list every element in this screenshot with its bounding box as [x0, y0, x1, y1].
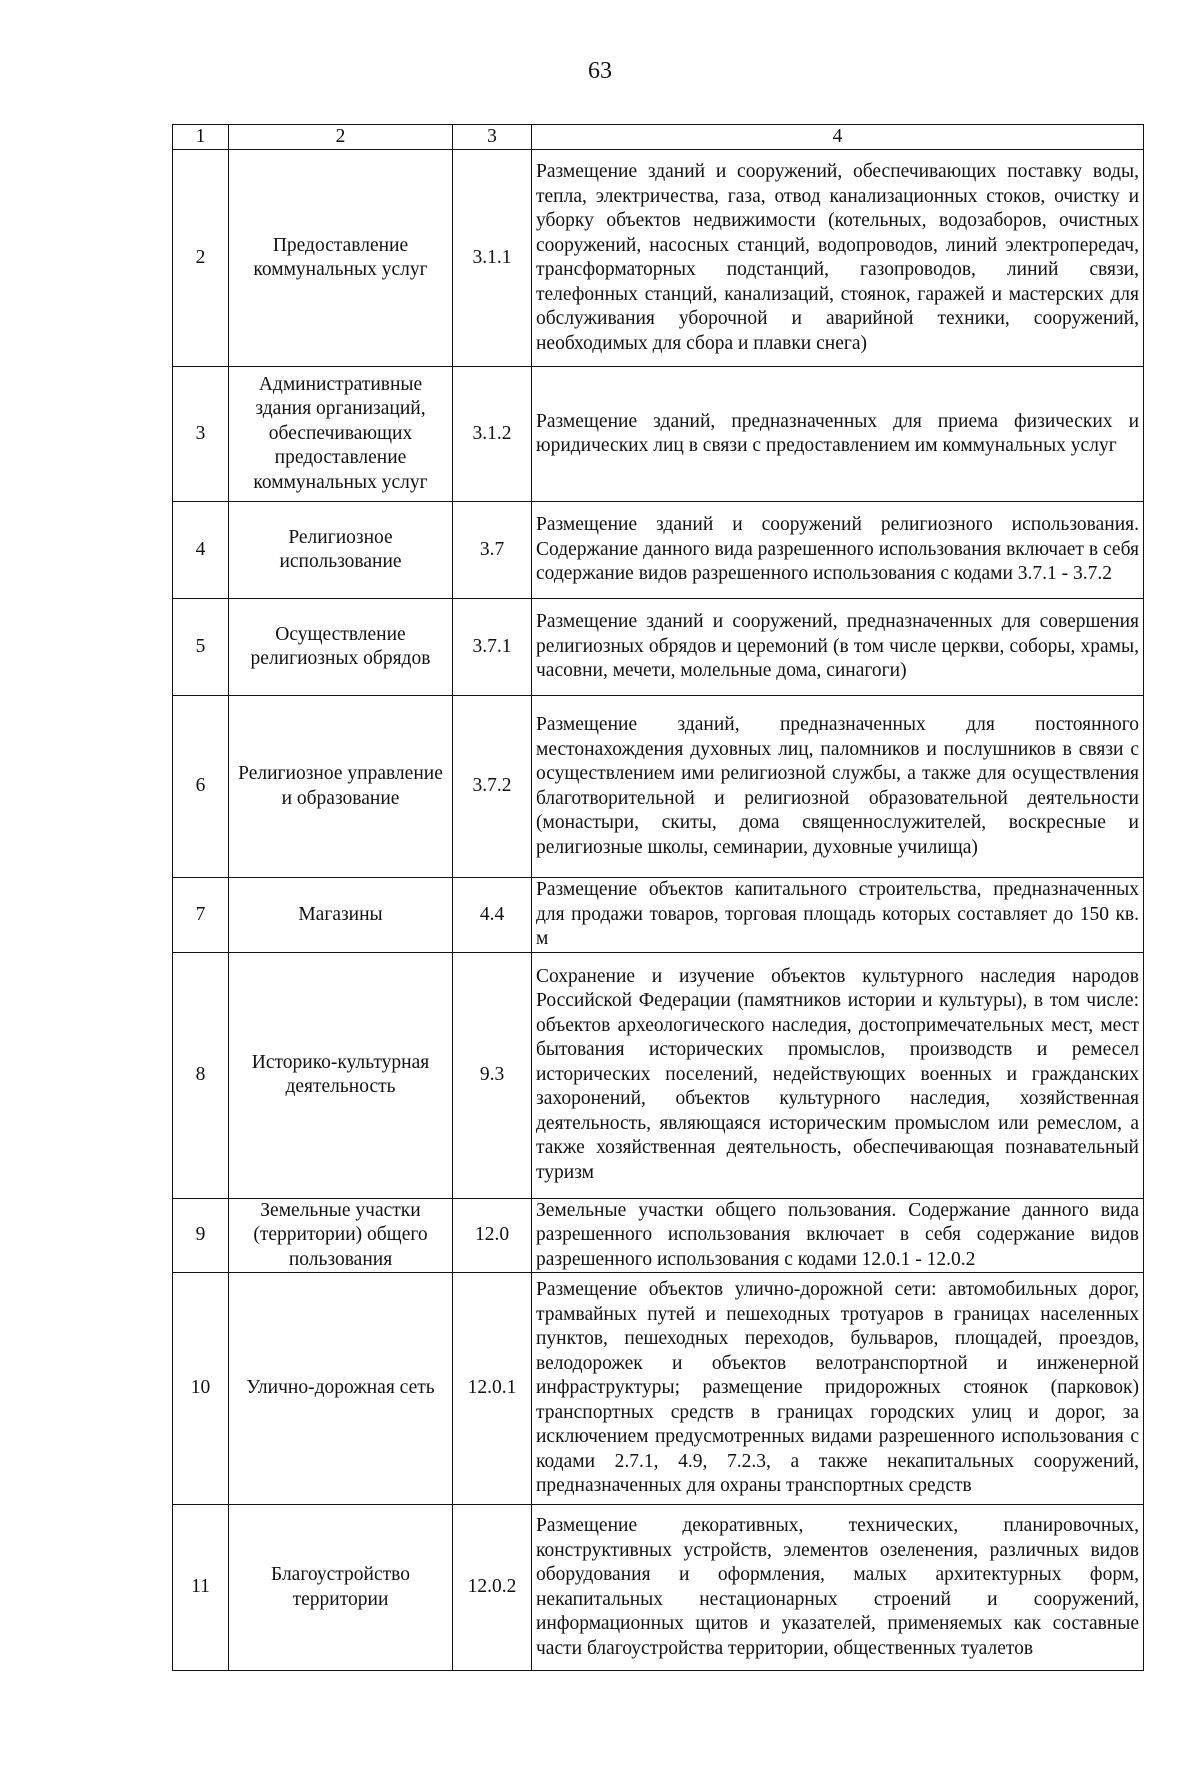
- table-row: [173, 1198, 1144, 1273]
- use-type-name: Улично-дорожная сеть: [229, 1273, 453, 1505]
- row-number: 9: [173, 1198, 229, 1273]
- use-type-code: 12.0.2: [453, 1505, 532, 1671]
- row-number: 4: [173, 502, 229, 599]
- use-type-code: 3.7.1: [453, 599, 532, 696]
- use-type-name: Осуществление религиозных обрядов: [229, 599, 453, 696]
- row-number: 10: [173, 1273, 229, 1505]
- column-header: 2: [229, 125, 453, 150]
- use-type-description: Земельные участки общего пользования. Содержание данного вида разрешенного использования включает в себя содержание видов разрешенного использования с кодами 12.0.1 - 12.0.2: [532, 1198, 1144, 1273]
- use-type-description: Размещение зданий и сооружений религиозного использования. Содержание данного вида разрешенного использования включает в себя содержание видов разрешенного использования с кодами 3.7.1 - 3.7.2: [532, 502, 1144, 599]
- use-type-description: Размещение объектов улично-дорожной сети: автомобильных дорог, трамвайных путей и пешеходных тротуаров в границах населенных пунктов, пешеходных переходов, бульваров, площадей, проездов, велодорожек и объектов велотранспортной и инженерной инфраструктуры; размещение придорожных стоянок (парковок) транспортных средств в границах городских улиц и дорог, за исключением предусмотренных видами разрешенного использования с кодами 2.7.1, 4.9, 7.2.3, а также некапитальных сооружений, предназначенных для охраны транспортных средств: [532, 1273, 1144, 1505]
- use-type-code: 3.1.2: [453, 367, 532, 502]
- land-use-table: [172, 124, 1144, 1671]
- table-row: [173, 696, 1144, 878]
- table-row: [173, 502, 1144, 599]
- use-type-code: 12.0: [453, 1198, 532, 1273]
- use-type-description: Размещение объектов капитального строительства, предназначенных для продажи товаров, торговая площадь которых составляет до 150 кв. м: [532, 878, 1144, 953]
- row-number: 6: [173, 696, 229, 878]
- use-type-description: Размещение декоративных, технических, планировочных, конструктивных устройств, элементов озеленения, различных видов оборудования и оформления, малых архитектурных форм, некапитальных нестационарных строений и сооружений, информационных щитов и указателей, применяемых как составные части благоустройства территории, общественных туалетов: [532, 1505, 1144, 1671]
- use-type-description: Размещение зданий, предназначенных для приема физических и юридических лиц в связи с предоставлением им коммунальных услуг: [532, 367, 1144, 502]
- use-type-code: 3.1.1: [453, 150, 532, 367]
- use-type-name: Благоустройство территории: [229, 1505, 453, 1671]
- row-number: 5: [173, 599, 229, 696]
- row-number: 3: [173, 367, 229, 502]
- use-type-code: 3.7: [453, 502, 532, 599]
- table-row: [173, 367, 1144, 502]
- row-number: 7: [173, 878, 229, 953]
- column-header: 3: [453, 125, 532, 150]
- use-type-code: 3.7.2: [453, 696, 532, 878]
- use-type-code: 12.0.1: [453, 1273, 532, 1505]
- table-row: [173, 952, 1144, 1198]
- table-row: [173, 599, 1144, 696]
- table-row: [173, 1505, 1144, 1671]
- use-type-description: Размещение зданий, предназначенных для постоянного местонахождения духовных лиц, паломников и послушников в связи с осуществлением ими религиозной службы, а также для осуществления благотворительной и религиозной образовательной деятельности (монастыри, скиты, дома священнослужителей, воскресные и религиозные школы, семинарии, духовные училища): [532, 696, 1144, 878]
- column-header: 4: [532, 125, 1144, 150]
- use-type-name: Религиозное использование: [229, 502, 453, 599]
- table-row: [173, 878, 1144, 953]
- page-number: 63: [588, 58, 612, 84]
- table-row: [173, 1273, 1144, 1505]
- use-type-name: Магазины: [229, 878, 453, 953]
- use-type-description: Размещение зданий и сооружений, предназначенных для совершения религиозных обрядов и церемоний (в том числе церкви, соборы, храмы, часовни, мечети, молельные дома, синагоги): [532, 599, 1144, 696]
- row-number: 2: [173, 150, 229, 367]
- use-type-description: Сохранение и изучение объектов культурного наследия народов Российской Федерации (памятников истории и культуры), в том числе: объектов археологического наследия, достопримечательных мест, мест бытования исторических промыслов, производств и ремесел исторических поселений, недействующих военных и гражданских захоронений, объектов культурного наследия, хозяйственная деятельность, являющаяся историческим промыслом или ремеслом, а также хозяйственная деятельность, обеспечивающая познавательный туризм: [532, 952, 1144, 1198]
- column-header: 1: [173, 125, 229, 150]
- row-number: 8: [173, 952, 229, 1198]
- use-type-name: Земельные участки (территории) общего пользования: [229, 1198, 453, 1273]
- table-row: [173, 150, 1144, 367]
- use-type-description: Размещение зданий и сооружений, обеспечивающих поставку воды, тепла, электричества, газа, отвод канализационных стоков, очистку и уборку объектов недвижимости (котельных, водозаборов, очистных сооружений, насосных станций, водопроводов, линий электропередач, трансформаторных подстанций, газопроводов, линий связи, телефонных станций, канализаций, стоянок, гаражей и мастерских для обслуживания уборочной и аварийной техники, сооружений, необходимых для сбора и плавки снега): [532, 150, 1144, 367]
- use-type-code: 4.4: [453, 878, 532, 953]
- use-type-name: Предоставление коммунальных услуг: [229, 150, 453, 367]
- use-type-name: Религиозное управление и образование: [229, 696, 453, 878]
- table-header-row: [173, 125, 1144, 150]
- use-type-name: Историко-культурная деятельность: [229, 952, 453, 1198]
- use-type-name: Административные здания организаций, обеспечивающих предоставление коммунальных услуг: [229, 367, 453, 502]
- use-type-code: 9.3: [453, 952, 532, 1198]
- row-number: 11: [173, 1505, 229, 1671]
